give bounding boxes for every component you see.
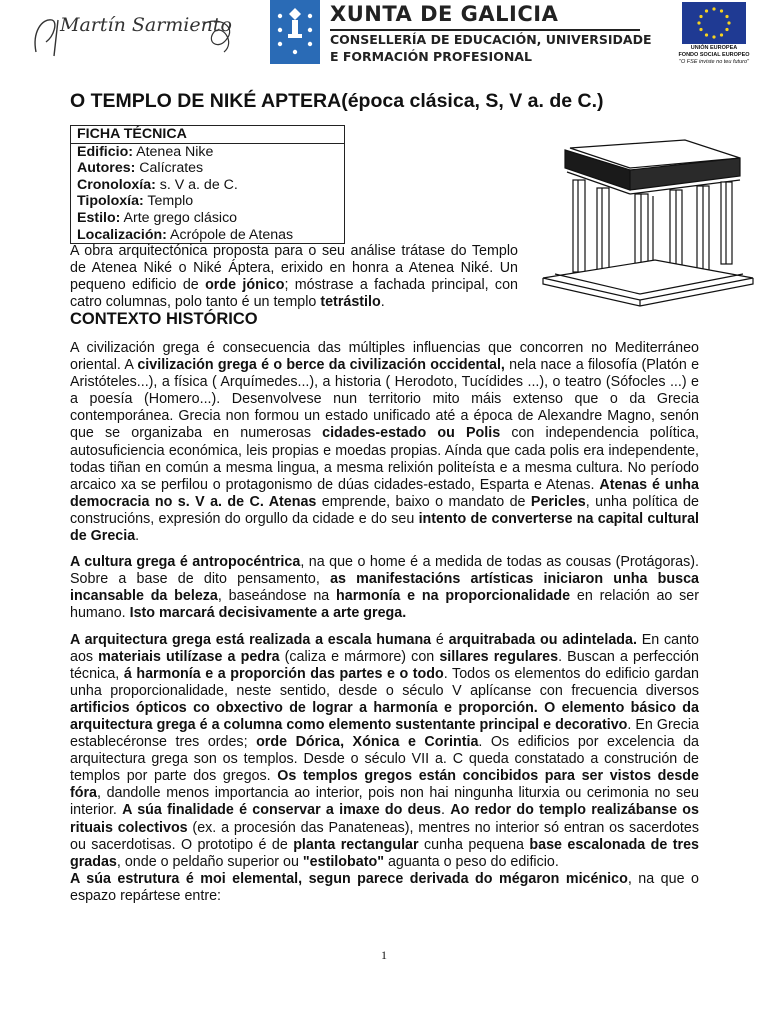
section-heading: CONTEXTO HISTÓRICO bbox=[70, 310, 258, 328]
eu-label-3: "O FSE inviste no teu futuro" bbox=[679, 59, 749, 65]
text-run: emprende, baixo o mandato de bbox=[316, 493, 531, 510]
ficha-value: Acrópole de Atenas bbox=[166, 226, 294, 243]
ficha-value: s. V a. de C. bbox=[155, 176, 238, 193]
text-run: En canto aos bbox=[70, 631, 699, 665]
ficha-label: Cronoloxía: bbox=[77, 176, 156, 193]
text-run: con independencia política, autosuficiencia económica, leis propias e moedas propias. Aínda que cada polis era independente, todas tiñan en común a mesma lingua, a mesma relixión politeísta e a mesma cultura. No período arcaico xa se perfilou o protagonismo de dúas cidades-estado, Esparta e Atenas. bbox=[70, 425, 699, 493]
ficha-heading: FICHA TÉCNICA bbox=[71, 126, 344, 144]
ficha-value: Calícrates bbox=[135, 160, 204, 177]
eu-label-2: FONDO SOCIAL EUROPEO bbox=[678, 52, 750, 58]
paragraph bbox=[70, 554, 699, 622]
ficha-row bbox=[71, 144, 344, 161]
ficha-label: Tipoloxía: bbox=[77, 193, 144, 210]
bold-text: A cultura grega é antropocéntrica bbox=[70, 554, 301, 571]
bold-text: A súa finalidade é conservar a imaxe do deus bbox=[122, 802, 442, 819]
bold-text: as manifestacións artísticas iniciaron unha busca incansable da beleza bbox=[70, 571, 699, 605]
signature-text: Martín Sarmiento bbox=[60, 14, 232, 36]
text-run: . En Grecia establecéronse tres ordes; bbox=[70, 716, 700, 751]
bold-text: A arquitectura grega está realizada a escala humana bbox=[70, 631, 432, 648]
page-header bbox=[0, 0, 768, 72]
eu-label-1: UNIÓN EUROPEA bbox=[690, 45, 738, 51]
text-run: , na que o espazo repártese entre: bbox=[70, 870, 699, 904]
ficha-value: Arte grego clásico bbox=[120, 209, 238, 226]
ficha-label: Edificio: bbox=[77, 143, 133, 160]
bold-text: artificios ópticos co obxectivo de lograr a harmonía e proporción. O elemento básico da arquitectura grega é a columna como elemento sustentante principal e decorativo bbox=[70, 699, 699, 733]
paragraph bbox=[70, 632, 699, 871]
ficha-row bbox=[71, 193, 344, 210]
bold-text: materiais utilízase a pedra bbox=[98, 648, 280, 665]
text-run: . bbox=[380, 294, 385, 310]
text-run: A civilización grega é consecuencia das múltiples influencias que concorren no Mediterráneo oriental. A bbox=[70, 340, 699, 374]
text-run: . Os edificios por excelencia da arquitectura grega son os templos. Desde o século VII a. C queda constatado a construción de templos por parte dos gregos. bbox=[70, 734, 699, 785]
ficha-row bbox=[71, 210, 344, 227]
bold-text: tetrástilo bbox=[320, 294, 381, 310]
text-run: . Buscan a perfección técnica, bbox=[70, 648, 699, 682]
bold-text: planta rectangular bbox=[293, 836, 419, 853]
bold-text: "estilobato" bbox=[302, 853, 384, 870]
text-run: , unha política de construcións, expresión do orgullo da cidade e do seu bbox=[70, 493, 699, 527]
bold-text: civilización grega é o berce da civilización occidental, bbox=[137, 357, 505, 374]
page-title: O TEMPLO DE NIKÉ APTERA(época clásica, S, V a. de C.) bbox=[70, 90, 604, 112]
bold-text: Ao redor do templo realizábanse os rituais colectivos bbox=[70, 802, 699, 836]
text-run: , dandolle menos importancia ao interior, pois non hai ningunha liturxia ou cerimonia no seu interior. bbox=[70, 785, 699, 819]
ficha-label: Estilo: bbox=[77, 209, 121, 226]
page-number: 1 bbox=[381, 948, 387, 962]
ficha-value: Templo bbox=[143, 193, 194, 210]
ficha-label: Autores: bbox=[77, 160, 136, 177]
bold-text: Atenas é unha democracia no s. V a. de C. Atenas bbox=[70, 476, 699, 510]
text-run: . bbox=[441, 802, 451, 819]
text-run: nela nace a filosofía (Platón e Aristóteles...), a física ( Arquímedes...), a historia ( Herodoto, Tucídides ...), o teatro (Sófocles ...) e a poesía (Homero...). Desenvolvese nun territorio mito máis extenso que o da Grecia contemporánea. Grecia non formou un estado unificado até a época de Alexandre Magno, senón que se organizaba en numerosas bbox=[70, 357, 700, 442]
paragraph bbox=[70, 871, 699, 905]
bold-text: á harmonía e a proporción das partes e o todo bbox=[123, 665, 444, 682]
intro-paragraph bbox=[70, 243, 518, 311]
paragraph bbox=[70, 340, 699, 545]
ficha-label: Localización: bbox=[77, 226, 167, 243]
xunta-title: XUNTA DE GALICIA bbox=[330, 2, 559, 26]
ficha-row bbox=[71, 227, 344, 244]
text-run: ; móstrase a fachada principal, con catro columnas, polo tanto é un templo bbox=[70, 277, 518, 310]
ficha-row bbox=[71, 177, 344, 194]
ficha-tecnica-box bbox=[70, 125, 345, 244]
temple-illustration bbox=[535, 128, 755, 308]
body-text bbox=[70, 340, 699, 905]
text-run: , na que o home é a medida de todas as cousas (Protágoras). Sobre a base de dito pensamento, bbox=[70, 554, 700, 588]
text-run: (caliza e mármore) con bbox=[279, 648, 440, 665]
text-run: . bbox=[135, 528, 140, 545]
bold-text: orde jónico bbox=[205, 277, 285, 293]
ficha-row bbox=[71, 160, 344, 177]
text-run: , baseándose na bbox=[217, 588, 337, 605]
bold-text: orde Dórica, Xónica e Corintia bbox=[256, 734, 479, 751]
text-run: cunha pequena bbox=[418, 836, 530, 853]
bold-text: sillares regulares bbox=[439, 648, 559, 665]
text-run: aguanta o peso do edificio. bbox=[383, 853, 559, 870]
bold-text: harmonía e na proporcionalidade bbox=[336, 588, 571, 605]
text-run: A obra arquitectónica proposta para o seu análise trátase do Templo de Atenea Niké o Niké Áptera, erixido en honra a Atenea Niké. Un pequeno edificio de bbox=[70, 243, 518, 293]
conselleria-line-1: CONSELLERÍA DE EDUCACIÓN, UNIVERSIDADE bbox=[330, 32, 652, 47]
bold-text: intento de converterse na capital cultural de Grecia bbox=[70, 510, 699, 545]
xunta-crest-icon bbox=[270, 0, 320, 64]
bold-text: A súa estrutura é moi elemental, segun parece derivada do mégaron micénico bbox=[70, 870, 628, 887]
bold-text: arquitrabada ou adintelada. bbox=[448, 631, 637, 648]
text-run: (ex. a procesión das Panateneas), mentres no interior só entran os sacerdotes ou sacerdotisas. O prototipo é de bbox=[70, 819, 699, 853]
header-rule bbox=[330, 29, 640, 31]
bold-text: cidades-estado ou Polis bbox=[322, 425, 501, 442]
bold-text: Pericles bbox=[530, 493, 586, 510]
text-run: é bbox=[431, 631, 449, 648]
text-run: en relación ao ser humano. bbox=[70, 588, 699, 622]
conselleria-line-2: E FORMACIÓN PROFESIONAL bbox=[330, 49, 532, 64]
bold-text: Os templos gregos están concibidos para ser vistos desde fóra bbox=[70, 768, 699, 802]
bold-text: Isto marcará decisivamente a arte grega. bbox=[129, 605, 407, 622]
text-run: . Todos os elementos do edificio gardan unha proporcionalidade, neste sentido, desde o século V aplícanse con frecuencia diversos bbox=[70, 665, 699, 699]
eu-flag-icon bbox=[682, 2, 746, 44]
bold-text: base escalonada de tres gradas bbox=[70, 836, 699, 870]
ficha-value: Atenea Nike bbox=[132, 143, 214, 160]
text-run: , onde o peldaño superior ou bbox=[116, 853, 303, 870]
